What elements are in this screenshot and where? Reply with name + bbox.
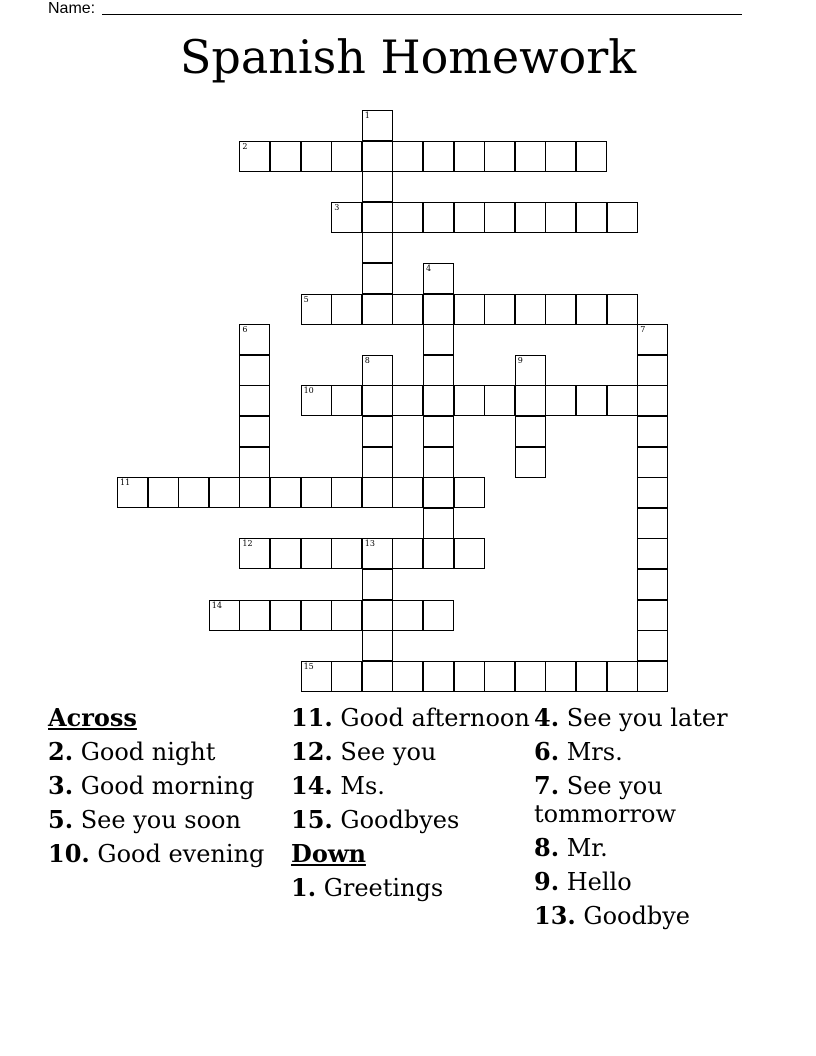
clue-across-2: 2. Good night: [48, 737, 216, 766]
crossword-cell[interactable]: [239, 385, 270, 416]
cell-number: 13: [364, 539, 375, 549]
clue-across-15: 15. Goodbyes: [291, 805, 460, 834]
clue-column-2: [291, 704, 531, 908]
crossword-cell[interactable]: [637, 447, 668, 478]
crossword-cell[interactable]: [362, 263, 393, 294]
name-blank-line[interactable]: [102, 14, 742, 15]
crossword-cell[interactable]: [270, 141, 301, 172]
crossword-cell[interactable]: [362, 569, 393, 600]
crossword-cell[interactable]: [637, 508, 668, 539]
cell-number: 3: [334, 202, 340, 212]
crossword-cell[interactable]: [362, 416, 393, 447]
crossword-cell[interactable]: [454, 202, 485, 233]
crossword-cell[interactable]: [423, 416, 454, 447]
crossword-cell[interactable]: [545, 385, 576, 416]
crossword-cell[interactable]: [576, 294, 607, 325]
crossword-cell[interactable]: [576, 141, 607, 172]
crossword-cell[interactable]: [362, 141, 393, 172]
crossword-cell[interactable]: [607, 202, 638, 233]
cell-number: 10: [303, 386, 314, 396]
crossword-cell[interactable]: [362, 600, 393, 631]
crossword-cell[interactable]: [637, 630, 668, 661]
crossword-cell[interactable]: [239, 447, 270, 478]
clue-across-14: 14. Ms.: [291, 771, 385, 800]
crossword-cell[interactable]: [301, 600, 332, 631]
crossword-cell[interactable]: [331, 385, 362, 416]
crossword-cell[interactable]: [637, 385, 668, 416]
crossword-cell[interactable]: [545, 661, 576, 692]
crossword-cell[interactable]: [637, 355, 668, 386]
clue-across-3: 3. Good morning: [48, 771, 255, 800]
crossword-cell[interactable]: [607, 294, 638, 325]
crossword-cell[interactable]: [301, 538, 332, 569]
crossword-cell[interactable]: [484, 661, 515, 692]
name-label: Name:: [48, 0, 96, 17]
crossword-cell[interactable]: [301, 385, 332, 416]
crossword-cell[interactable]: [637, 416, 668, 447]
clue-down-1: 1. Greetings: [291, 873, 444, 902]
clue-across-5: 5. See you soon: [48, 805, 241, 834]
crossword-cell[interactable]: [392, 385, 423, 416]
crossword-cell[interactable]: [270, 600, 301, 631]
crossword-cell[interactable]: [362, 630, 393, 661]
crossword-cell[interactable]: [362, 355, 393, 386]
crossword-cell[interactable]: [423, 600, 454, 631]
crossword-cell[interactable]: [637, 600, 668, 631]
crossword-cell[interactable]: [239, 538, 270, 569]
crossword-cell[interactable]: [607, 661, 638, 692]
crossword-cell[interactable]: [423, 141, 454, 172]
crossword-cell[interactable]: [454, 294, 485, 325]
crossword-cell[interactable]: [454, 141, 485, 172]
crossword-cell[interactable]: [392, 600, 423, 631]
cell-number: 15: [303, 661, 314, 671]
clue-across-11: 11. Good afternoon: [291, 703, 530, 732]
crossword-cell[interactable]: [239, 600, 270, 631]
crossword-cell[interactable]: [637, 538, 668, 569]
crossword-cell[interactable]: [392, 538, 423, 569]
crossword-cell[interactable]: [270, 477, 301, 508]
crossword-cell[interactable]: [301, 477, 332, 508]
crossword-cell[interactable]: [301, 661, 332, 692]
clue-across-10: 10. Good evening: [48, 839, 265, 868]
crossword-cell[interactable]: [239, 141, 270, 172]
crossword-cell[interactable]: [515, 294, 546, 325]
crossword-cell[interactable]: [362, 232, 393, 263]
crossword-cell[interactable]: [331, 661, 362, 692]
crossword-cell[interactable]: [545, 202, 576, 233]
clue-column-3: [534, 704, 774, 936]
crossword-cell[interactable]: [576, 385, 607, 416]
crossword-cell[interactable]: [423, 447, 454, 478]
crossword-cell[interactable]: [423, 294, 454, 325]
clue-down-8: 8. Mr.: [534, 833, 608, 862]
cell-number: 1: [364, 111, 370, 120]
crossword-cell[interactable]: [454, 661, 485, 692]
crossword-cell[interactable]: [209, 600, 240, 631]
crossword-cell[interactable]: [423, 355, 454, 386]
crossword-cell[interactable]: [331, 294, 362, 325]
crossword-cell[interactable]: [637, 477, 668, 508]
crossword-cell[interactable]: [515, 355, 546, 386]
cell-number: 2: [242, 141, 248, 151]
crossword-cell[interactable]: [607, 385, 638, 416]
crossword-cell[interactable]: [515, 202, 546, 233]
crossword-cell[interactable]: [484, 141, 515, 172]
crossword-cell[interactable]: [331, 538, 362, 569]
crossword-cell[interactable]: [637, 569, 668, 600]
page-title: Spanish Homework: [179, 30, 637, 84]
cell-number: 5: [303, 294, 309, 304]
crossword-cell[interactable]: [239, 355, 270, 386]
crossword-cell[interactable]: [362, 661, 393, 692]
crossword-cell[interactable]: [239, 416, 270, 447]
cell-number: 4: [426, 264, 432, 273]
crossword-cell[interactable]: [331, 600, 362, 631]
cell-number: 11: [120, 478, 131, 488]
crossword-cell[interactable]: [392, 477, 423, 508]
crossword-cell[interactable]: [423, 324, 454, 355]
crossword-cell[interactable]: [148, 477, 179, 508]
down-heading: Down: [291, 839, 366, 868]
cell-number: 9: [517, 355, 523, 365]
crossword-cell[interactable]: [576, 202, 607, 233]
crossword-cell[interactable]: [545, 294, 576, 325]
crossword-cell[interactable]: [637, 324, 668, 355]
clue-down-13: 13. Goodbye: [534, 901, 690, 930]
crossword-cell[interactable]: [515, 141, 546, 172]
crossword-cell[interactable]: [362, 385, 393, 416]
crossword-cell[interactable]: [270, 538, 301, 569]
crossword-cell[interactable]: [392, 294, 423, 325]
crossword-cell[interactable]: [362, 447, 393, 478]
crossword-cell[interactable]: [239, 477, 270, 508]
clue-down-6: 6. Mrs.: [534, 737, 623, 766]
crossword-cell[interactable]: [423, 477, 454, 508]
crossword-cell[interactable]: [515, 416, 546, 447]
crossword-cell[interactable]: [484, 385, 515, 416]
crossword-cell[interactable]: [362, 294, 393, 325]
crossword-cell[interactable]: [515, 447, 546, 478]
cell-number: 14: [211, 600, 222, 610]
crossword-cell[interactable]: [484, 202, 515, 233]
crossword-cell[interactable]: [423, 385, 454, 416]
crossword-cell[interactable]: [331, 202, 362, 233]
crossword-cell[interactable]: [637, 661, 668, 692]
cell-number: 8: [364, 355, 370, 365]
crossword-cell[interactable]: [331, 477, 362, 508]
crossword-cell[interactable]: [484, 294, 515, 325]
crossword-cell[interactable]: [423, 508, 454, 539]
crossword-cell[interactable]: [423, 202, 454, 233]
crossword-cell[interactable]: [454, 385, 485, 416]
crossword-cell[interactable]: [362, 171, 393, 202]
crossword-cell[interactable]: [576, 661, 607, 692]
crossword-cell[interactable]: [454, 477, 485, 508]
across-heading: Across: [48, 703, 137, 732]
crossword-cell[interactable]: [423, 661, 454, 692]
clue-column-1: [48, 704, 288, 874]
crossword-cell[interactable]: [362, 477, 393, 508]
crossword-cell[interactable]: [423, 263, 454, 294]
crossword-cell[interactable]: [362, 538, 393, 569]
crossword-cell[interactable]: [117, 477, 148, 508]
cell-number: 7: [640, 325, 646, 335]
crossword-cell[interactable]: [331, 141, 362, 172]
crossword-cell[interactable]: [362, 202, 393, 233]
clue-down-4: 4. See you later: [534, 703, 728, 732]
crossword-cell[interactable]: [301, 141, 332, 172]
crossword-cell[interactable]: [515, 661, 546, 692]
crossword-cell[interactable]: [392, 202, 423, 233]
crossword-cell[interactable]: [301, 294, 332, 325]
crossword-cell[interactable]: [515, 385, 546, 416]
clue-down-9: 9. Hello: [534, 867, 632, 896]
crossword-cell[interactable]: [362, 110, 393, 141]
cell-number: 6: [242, 325, 248, 335]
crossword-cell[interactable]: [209, 477, 240, 508]
crossword-cell[interactable]: [454, 538, 485, 569]
clue-across-12: 12. See you: [291, 737, 437, 766]
crossword-cell[interactable]: [392, 141, 423, 172]
crossword-cell[interactable]: [545, 141, 576, 172]
clue-down-7: 7. See you tommorrow: [534, 771, 676, 828]
crossword-cell[interactable]: [392, 661, 423, 692]
crossword-cell[interactable]: [239, 324, 270, 355]
crossword-cell[interactable]: [423, 538, 454, 569]
crossword-cell[interactable]: [178, 477, 209, 508]
cell-number: 12: [242, 539, 253, 549]
